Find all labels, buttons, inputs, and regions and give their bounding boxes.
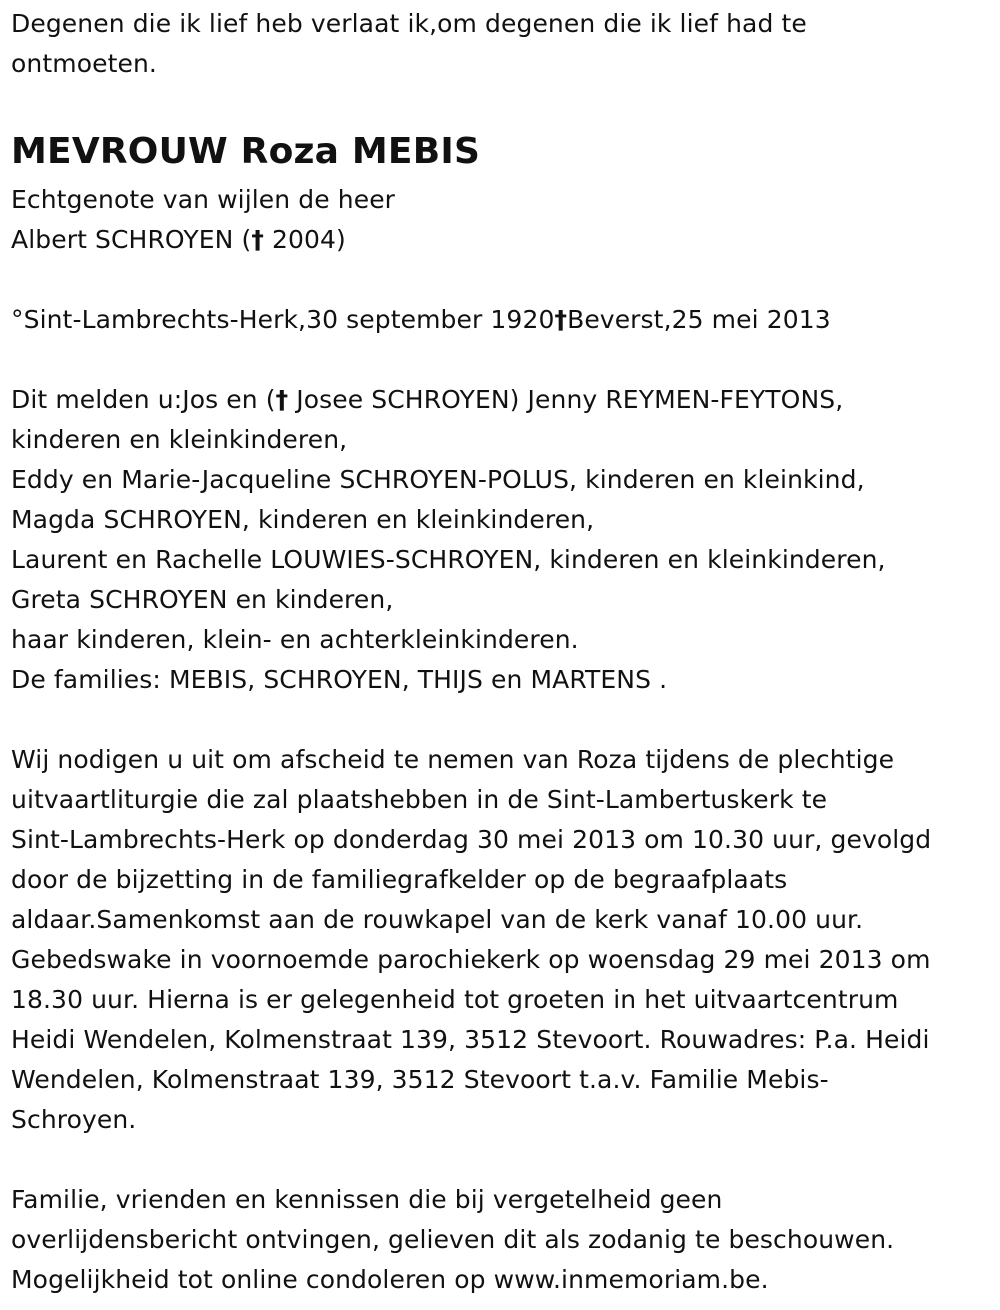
ceremony-block <box>11 740 982 1140</box>
ceremony-line: Wij nodigen u uit om afscheid te nemen van Roza tijdens de plechtige <box>11 745 895 774</box>
cross-icon: † <box>554 305 568 334</box>
ceremony-line: Sint-Lambrechts-Herk op donderdag 30 mei 2013 om 10.30 uur, gevolgd <box>11 825 932 854</box>
deceased-name: MEVROUW Roza MEBIS <box>11 131 481 172</box>
spouse-name: Albert SCHROYEN ( <box>11 225 252 254</box>
ceremony-line: Gebedswake in voornoemde parochiekerk op woensdag 29 mei 2013 om <box>11 945 931 974</box>
closing-line: Familie, vrienden en kennissen die bij vergetelheid geen <box>11 1185 723 1214</box>
announcer-text: Josee SCHROYEN) Jenny REYMEN-FEYTONS, <box>288 385 844 414</box>
spacer <box>11 260 982 300</box>
death-info: Beverst,25 mei 2013 <box>567 305 831 334</box>
birth-death-line <box>11 300 982 340</box>
ceremony-line: Schroyen. <box>11 1105 137 1134</box>
announcer-line: Magda SCHROYEN, kinderen en kleinkinderen, <box>11 505 595 534</box>
spacer <box>11 1140 982 1180</box>
cross-icon: † <box>275 385 289 414</box>
spouse-line <box>11 220 982 260</box>
closing-line: overlijdensbericht ontvingen, gelieven dit als zodanig te beschouwen. <box>11 1225 895 1254</box>
spouse-block <box>11 180 982 260</box>
announcer-line: Laurent en Rachelle LOUWIES-SCHROYEN, kinderen en kleinkinderen, <box>11 545 886 574</box>
ceremony-line: uitvaartliturgie die zal plaatshebben in de Sint-Lambertuskerk te <box>11 785 828 814</box>
announcer-line: kinderen en kleinkinderen, <box>11 425 348 454</box>
closing-line: Mogelijkheid tot online condoleren op www.inmemoriam.be. <box>11 1265 769 1294</box>
announcers-block <box>11 380 982 700</box>
ceremony-line: Wendelen, Kolmenstraat 139, 3512 Stevoort t.a.v. Familie Mebis- <box>11 1065 829 1094</box>
announcer-line <box>11 380 982 420</box>
quote-line: ontmoeten. <box>11 49 157 78</box>
announcer-line: Greta SCHROYEN en kinderen, <box>11 585 394 614</box>
ceremony-line: 18.30 uur. Hierna is er gelegenheid tot groeten in het uitvaartcentrum <box>11 985 899 1014</box>
ceremony-line: door de bijzetting in de familiegrafkelder op de begraafplaats <box>11 865 788 894</box>
spacer <box>11 700 982 740</box>
announcer-line: De families: MEBIS, SCHROYEN, THIJS en MARTENS . <box>11 665 668 694</box>
announcer-line: Eddy en Marie-Jacqueline SCHROYEN-POLUS, kinderen en kleinkind, <box>11 465 865 494</box>
cross-icon: † <box>251 225 264 254</box>
closing-block <box>11 1180 982 1300</box>
spacer <box>11 340 982 380</box>
announcer-line: haar kinderen, klein- en achterkleinkinderen. <box>11 625 579 654</box>
announcer-text: Dit melden u:Jos en ( <box>11 385 276 414</box>
ceremony-line: Heidi Wendelen, Kolmenstraat 139, 3512 Stevoort. Rouwadres: P.a. Heidi <box>11 1025 930 1054</box>
quote-block <box>11 4 982 84</box>
birth-info: °Sint-Lambrechts-Herk,30 september 1920 <box>11 305 555 334</box>
quote-line: Degenen die ik lief heb verlaat ik,om degenen die ik lief had te <box>11 9 807 38</box>
ceremony-line: aldaar.Samenkomst aan de rouwkapel van de kerk vanaf 10.00 uur. <box>11 905 864 934</box>
spouse-line: Echtgenote van wijlen de heer <box>11 185 396 214</box>
spouse-death-year: 2004) <box>263 225 346 254</box>
